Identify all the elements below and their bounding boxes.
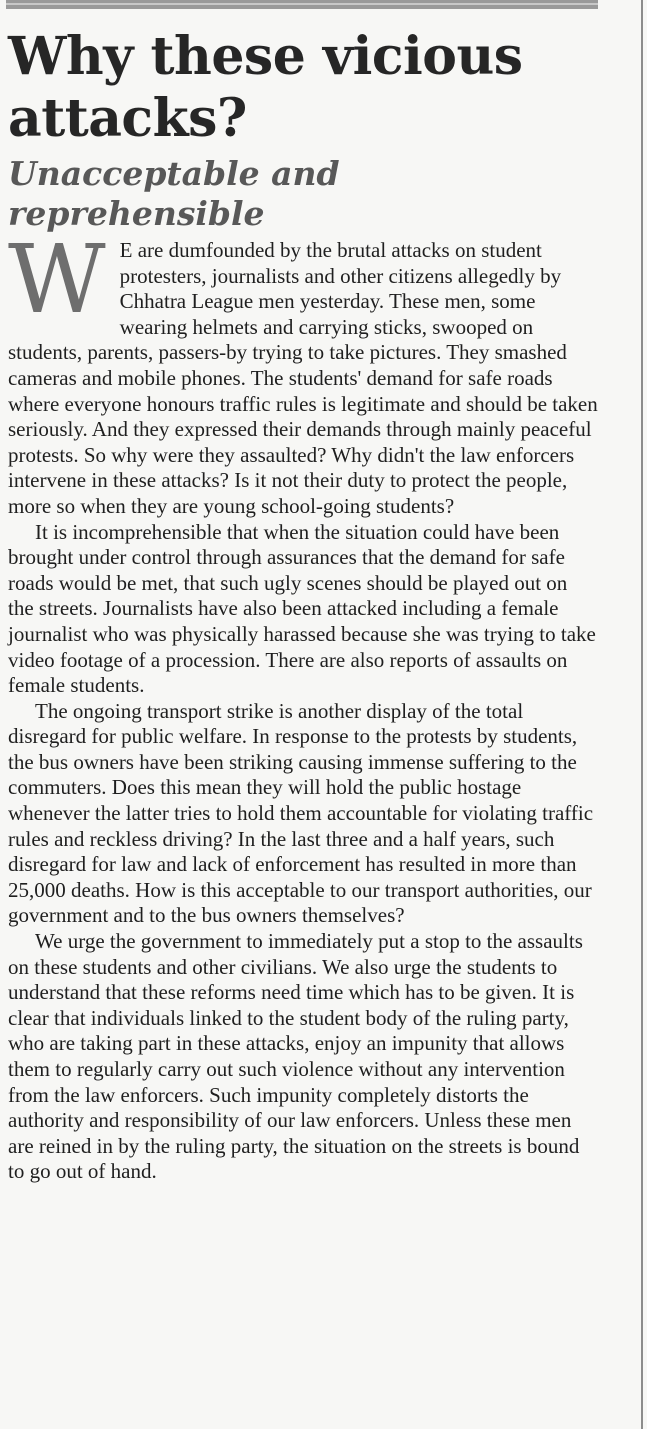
paragraph-1 — [8, 225, 598, 520]
paragraph-4: We urge the government to immediately put a stop to the assaults on these students and other civilians. We also urge the students to understand that these reforms need time which has to be given. It is clear that individuals linked to the student body of the ruling party, who are taking part in these attacks, enjoy an impunity that allows them to regularly carry out such violence without any intervention from the law enforcers. Such impunity completely distorts the authority and responsibility of our law enforcers. Unless these men are reined in by the ruling party, the situation on the streets is bound to go out of hand. — [8, 929, 583, 1184]
paragraph-3: The ongoing transport strike is another display of the total disregard for public welfare. In response to the protests by students, the bus owners have been striking causing immense suffering to the commuters. Does this mean they will hold the public hostage whenever the latter tries to hold them accountable for violating traffic rules and reckless driving? In the last three and a half years, such disregard for law and lack of enforcement has resulted in more than 25,000 deaths. How is this acceptable to our transport authorities, our government and to the bus owners themselves? — [8, 698, 594, 928]
subheadline: Unacceptable and reprehensible — [8, 154, 340, 233]
headline: Why these vicious attacks? — [8, 26, 523, 149]
paragraph-1-text: E are dumfounded by the brutal attacks on student protesters, journalists and other citizens allegedly by Chhatra League men yesterday. These men, some wearing helmets and carrying sticks, swooped on students, parents, passers-by trying to take pictures. They smashed cameras and mobile phones. The students' demand for safe roads where everyone honours traffic rules is legitimate and should be taken seriously. And they expressed their demands through mainly peaceful protests. So why were they assaulted? Why didn't the law enforcers intervene in these attacks? Is it not their duty to protect the people, more so when they are young school-going students? — [8, 238, 598, 518]
editorial-article — [8, 26, 598, 1185]
article-body — [8, 225, 598, 1185]
paragraph-2: It is incomprehensible that when the situation could have been brought under control through assurances that the demand for safe roads would be met, that such ugly scenes should be played out on the streets. Journalists have also been attacked including a female journalist who was physically harassed because she was trying to take video footage of a procession. There are also reports of assaults on female students. — [8, 519, 596, 698]
top-column-rule — [6, 0, 598, 9]
drop-cap: W — [8, 225, 106, 335]
page-edge-divider — [641, 0, 643, 1429]
